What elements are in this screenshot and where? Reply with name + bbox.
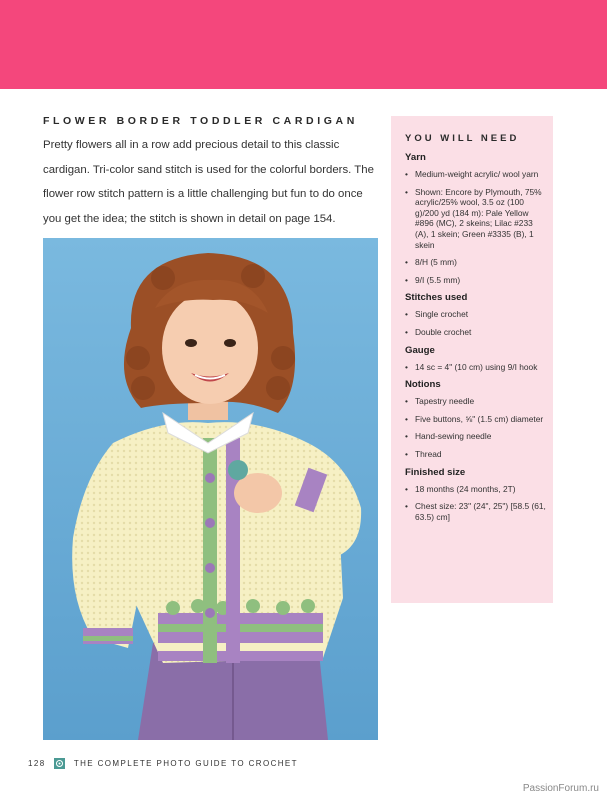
article-intro: Pretty flowers all in a row add precious detail to this classic cardigan. Tri-color sand stitch is used for the colorful borders. The flower row stitch pattern is a little challenging but fun to do once you get the idea; the stitch is shown in detail on page 154. [43, 139, 374, 225]
list-item: • Five buttons, ⅝" (1.5 cm) diameter [405, 414, 547, 425]
section-heading-notions: Notions [405, 379, 441, 391]
page-number: 128 [28, 759, 46, 768]
book-logo-icon [54, 758, 65, 769]
list-item: • Medium-weight acrylic/ wool yarn [405, 169, 547, 180]
sidebar-title: YOU WILL NEED [405, 133, 520, 144]
list-item: • Chest size: 23" (24", 25") [58.5 (61, 63.5) cm] [405, 501, 547, 522]
section-heading-finished-size: Finished size [405, 466, 466, 478]
header-band [0, 0, 607, 89]
section-heading-gauge: Gauge [405, 344, 435, 356]
article-title: FLOWER BORDER TODDLER CARDIGAN [43, 115, 358, 127]
list-item: • 9/I (5.5 mm) [405, 275, 547, 286]
list-item: • 8/H (5 mm) [405, 257, 547, 268]
list-item: • Thread [405, 449, 547, 460]
list-item: • Tapestry needle [405, 396, 547, 407]
page-footer [28, 758, 298, 772]
list-item: • Single crochet [405, 309, 547, 320]
list-item: • Shown: Encore by Plymouth, 75% acrylic/25% wool, 3.5 oz (100 g)/200 yd (184 m): Pale Yellow #896 (MC), 2 skeins; Lilac #233 (A), 1 skein; Green #3335 (B), 1 skein [405, 187, 547, 251]
book-title: THE COMPLETE PHOTO GUIDE TO CROCHET [73, 759, 298, 768]
product-photo [43, 238, 378, 740]
watermark: PassionForum.ru [522, 783, 599, 794]
section-heading-yarn: Yarn [405, 152, 426, 163]
you-will-need-sidebar [391, 116, 553, 603]
list-item: • Double crochet [405, 327, 547, 338]
list-item: • Hand-sewing needle [405, 431, 547, 442]
list-item: • 14 sc = 4" (10 cm) using 9/I hook [405, 362, 547, 373]
section-heading-stitches: Stitches used [405, 292, 468, 304]
list-item: • 18 months (24 months, 2T) [405, 484, 547, 495]
